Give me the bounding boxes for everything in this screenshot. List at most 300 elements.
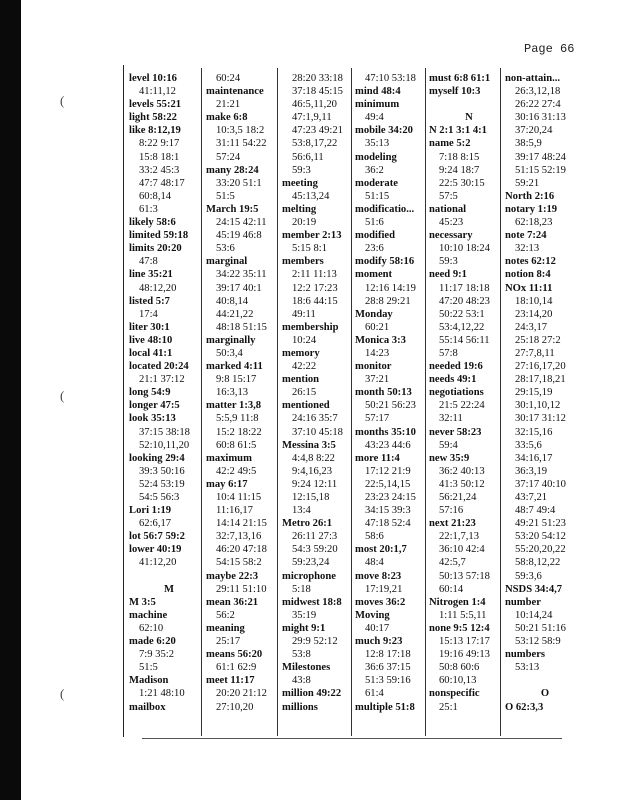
index-term: O 62:3,3 (505, 701, 544, 713)
page-reference: 5:5,9 11:8 (216, 413, 259, 425)
index-term: most 20:1,7 (355, 544, 407, 556)
page-reference: 15:13 17:17 (439, 636, 490, 648)
letter-heading: N (465, 112, 473, 124)
index-term: NSDS 34:4,7 (505, 583, 563, 595)
index-term: lower 40:19 (129, 544, 182, 556)
index-term: Lori 1:19 (129, 505, 172, 517)
page-reference: 35:13 (365, 138, 390, 150)
page-reference: 4:4,8 8:22 (292, 452, 335, 464)
page-reference: 37:17 40:10 (515, 478, 566, 490)
page-reference: 37:21 (365, 374, 390, 386)
index-term: liter 30:1 (129, 321, 170, 333)
page-reference: 32:15,16 (515, 426, 553, 438)
page-reference: 47:23 49:21 (292, 125, 343, 137)
page-reference: 60:10,13 (439, 675, 477, 687)
index-term: may 6:17 (206, 478, 248, 490)
page-reference: 50:21 56:23 (365, 400, 416, 412)
page-reference: 10:4 11:15 (216, 492, 262, 503)
page-reference: 25:1 (439, 701, 458, 713)
page-reference: 16:3,13 (216, 387, 249, 399)
page-reference: 50:21 51:16 (515, 622, 566, 634)
index-term: likely 58:6 (129, 217, 176, 229)
page-reference: 9:8 15:17 (216, 374, 257, 386)
page-reference: 53:4,12,22 (439, 321, 485, 333)
page-reference: 58:8,12,22 (515, 557, 561, 569)
page-number: Page 66 (524, 42, 575, 56)
index-term: located 20:24 (129, 361, 189, 373)
page-reference: 57:17 (365, 413, 390, 425)
page-reference: 15:8 18:1 (139, 151, 180, 163)
page-reference: 42:2 49:5 (216, 465, 257, 477)
page-reference: 42:5,7 (439, 557, 466, 569)
page-reference: 55:14 56:11 (439, 334, 490, 346)
page-reference: 51:3 59:16 (365, 675, 411, 687)
page-reference: 27:16,17,20 (515, 361, 566, 373)
page-reference: 9:24 12:11 (292, 478, 338, 490)
page-reference: 37:15 38:18 (139, 426, 190, 438)
index-term: long 54:9 (129, 387, 171, 399)
page-reference: 34:15 39:3 (365, 505, 411, 517)
index-term: must 6:8 61:1 (429, 73, 491, 84)
page-reference: 41:12,20 (139, 557, 177, 569)
page-reference: 21:5 22:24 (439, 400, 485, 412)
index-term: mentioned (282, 400, 330, 412)
page-reference: 42:22 (292, 361, 317, 373)
index-term: moderate (355, 177, 398, 189)
page-reference: 53:8 (292, 649, 311, 661)
page-reference: 26:11 27:3 (292, 531, 338, 543)
page-reference: 50:22 53:1 (439, 308, 485, 320)
page-reference: 12:2 17:23 (292, 282, 338, 294)
blank-line (505, 674, 585, 687)
index-term: midwest 18:8 (282, 596, 342, 608)
page-reference: 59:23,24 (292, 557, 330, 569)
index-term: Moving (355, 609, 390, 621)
index-term: means 56:20 (206, 649, 263, 661)
page-reference: 51:15 (365, 190, 390, 202)
index-term: NOx 11:11 (505, 282, 553, 294)
page-reference: 48:12,20 (139, 282, 177, 294)
page-reference: 22:5 30:15 (439, 177, 485, 189)
page-reference: 45:13,24 (292, 190, 330, 202)
index-term: level 10:16 (129, 73, 177, 84)
page-reference: 30:1,10,12 (515, 400, 561, 412)
index-term: necessary (429, 230, 473, 242)
page-reference: 36:2 40:13 (439, 465, 485, 477)
index-term: move 8:23 (355, 570, 402, 582)
page-reference: 12:8 17:18 (365, 649, 411, 661)
page-reference: 17:12 21:9 (365, 465, 411, 477)
index-term: Monday (355, 308, 393, 320)
page-reference: 12:16 14:19 (365, 282, 416, 294)
index-term: matter 1:3,8 (206, 400, 262, 412)
page-reference: 48:18 51:15 (216, 321, 267, 333)
page-reference: 7:9 35:2 (139, 649, 175, 661)
index-column-4 (355, 72, 435, 714)
page-reference: 39:3 50:16 (139, 465, 185, 477)
letter-heading: O (540, 688, 550, 700)
index-term: more 11:4 (355, 452, 400, 464)
page-reference: 47:20 48:23 (439, 295, 490, 307)
page-reference: 23:23 24:15 (365, 492, 416, 503)
page-reference: 37:10 45:18 (292, 426, 343, 438)
page-reference: 13:4 (292, 505, 311, 517)
index-term: limited 59:18 (129, 230, 189, 242)
page-reference: 51:6 (365, 217, 384, 229)
page-reference: 28:8 29:21 (365, 295, 411, 307)
page-reference: 24:3,17 (515, 321, 548, 333)
page-reference: 57:16 (439, 505, 464, 517)
index-term: none 9:5 12:4 (429, 622, 490, 634)
page-reference: 34:22 35:11 (216, 269, 267, 281)
page-reference: 41:11,12 (139, 86, 176, 98)
page-reference: 51:5 (216, 190, 235, 202)
page-reference: 61:4 (365, 688, 384, 700)
page-reference: 15:2 18:22 (216, 426, 262, 438)
page-reference: 17:4 (139, 308, 158, 320)
page-reference: 49:4 (365, 112, 384, 124)
index-term: levels 55:21 (129, 99, 182, 111)
page-reference: 47:18 52:4 (365, 518, 411, 530)
page-reference: 57:8 (439, 347, 458, 359)
page-reference: 28:17,18,21 (515, 374, 566, 386)
page-reference: 19:16 49:13 (439, 649, 490, 661)
index-term: modeling (355, 151, 397, 163)
index-term: much 9:23 (355, 636, 403, 648)
page-reference: 22:1,7,13 (439, 531, 480, 543)
page-reference: 54:3 59:20 (292, 544, 338, 556)
page-reference: 9:24 18:7 (439, 164, 480, 176)
index-term: maybe 22:3 (206, 570, 259, 582)
index-term: local 41:1 (129, 347, 173, 359)
page-reference: 47:7 48:17 (139, 177, 185, 189)
index-term: minimum (355, 99, 400, 111)
index-term: light 58:22 (129, 112, 177, 124)
page-reference: 7:18 8:15 (439, 151, 480, 163)
index-term: line 35:21 (129, 269, 173, 281)
page-reference: 11:16,17 (216, 505, 253, 517)
page-reference: 27:10,20 (216, 701, 254, 713)
page-reference: 14:23 (365, 347, 390, 359)
page-reference: 30:16 31:13 (515, 112, 566, 124)
page-reference: 32:11 (439, 413, 463, 425)
index-term: machine (129, 609, 168, 621)
page-reference: 48:4 (365, 557, 384, 569)
page-reference: 10:24 (292, 334, 317, 346)
index-term: like 8:12,19 (129, 125, 181, 137)
index-term: mobile 34:20 (355, 125, 413, 137)
index-term: Metro 26:1 (282, 518, 333, 530)
index-term: mind 48:4 (355, 86, 401, 98)
page-reference: 59:21 (515, 177, 540, 189)
index-term: next 21:23 (429, 518, 476, 530)
page-reference: 25:17 (216, 636, 241, 648)
index-term: name 5:2 (429, 138, 471, 150)
page-reference: 21:1 37:12 (139, 374, 185, 386)
page-reference: 48:7 49:4 (515, 505, 556, 517)
page-reference: 17:19,21 (365, 583, 403, 595)
index-term: mailbox (129, 701, 166, 713)
punch-hole-bottom: ( (60, 686, 65, 701)
index-term: microphone (282, 570, 336, 582)
index-term: longer 47:5 (129, 400, 180, 412)
index-term: never 58:23 (429, 426, 482, 438)
index-term: look 35:13 (129, 413, 176, 425)
index-term: marked 4:11 (206, 361, 263, 373)
page-reference: 53:13 (515, 662, 540, 674)
index-term: looking 29:4 (129, 452, 185, 464)
index-term: might 9:1 (282, 622, 326, 634)
page-reference: 49:11 (292, 308, 316, 320)
page-reference: 27:7,8,11 (515, 347, 555, 359)
page-reference: 9:4,16,23 (292, 465, 333, 477)
page-reference: 36:3,19 (515, 465, 548, 477)
page-reference: 36:6 37:15 (365, 662, 411, 674)
index-term: listed 5:7 (129, 295, 170, 307)
page-reference: 39:17 40:1 (216, 282, 262, 294)
page-reference: 58:6 (365, 531, 384, 543)
index-term: meeting (282, 177, 318, 189)
page-reference: 14:14 21:15 (216, 518, 267, 530)
index-term: M 3:5 (129, 596, 156, 608)
punch-hole-middle: ( (60, 388, 65, 403)
page-reference: 43:7,21 (515, 492, 548, 503)
page-reference: 22:5,14,15 (365, 478, 411, 490)
page-reference: 8:22 9:17 (139, 138, 180, 150)
page-reference: 62:10 (139, 622, 164, 634)
page-reference: 20:19 (292, 217, 317, 229)
index-term: Milestones (282, 662, 331, 674)
index-term: Madison (129, 675, 169, 687)
page-reference: 45:19 46:8 (216, 230, 262, 242)
page-reference: 53:20 54:12 (515, 531, 566, 543)
index-term: Nitrogen 1:4 (429, 596, 486, 608)
index-term: mean 36:21 (206, 596, 259, 608)
page-reference: 2:11 11:13 (292, 269, 337, 281)
page-reference: 10:3,5 18:2 (216, 125, 265, 137)
page-reference: 60:14 (439, 583, 464, 595)
page-reference: 50:3,4 (216, 347, 243, 359)
page-reference: 26:3,12,18 (515, 86, 561, 98)
page-reference: 53:12 58:9 (515, 636, 561, 648)
page-reference: 29:9 52:12 (292, 636, 338, 648)
index-term: maximum (206, 452, 252, 464)
index-term: modified (355, 230, 396, 242)
page-reference: 33:20 51:1 (216, 177, 262, 189)
page-reference: 46:20 47:18 (216, 544, 267, 556)
page-reference: 47:8 (139, 256, 158, 268)
index-term: membership (282, 321, 339, 333)
index-term: limits 20:20 (129, 243, 182, 255)
index-term: Messina 3:5 (282, 439, 336, 451)
index-term: maintenance (206, 86, 264, 98)
page-reference: 32:7,13,16 (216, 531, 262, 543)
index-term: members (282, 256, 324, 268)
page-reference: 59:4 (439, 439, 458, 451)
index-term: North 2:16 (505, 190, 555, 202)
page-reference: 50:8 60:6 (439, 662, 480, 674)
index-term: notes 62:12 (505, 256, 556, 268)
letter-heading: M (164, 583, 174, 595)
page-reference: 33:2 45:3 (139, 164, 180, 176)
page-reference: 1:11 5:5,11 (439, 609, 487, 621)
blank-line (429, 98, 509, 111)
page-reference: 61:1 62:9 (216, 662, 257, 674)
index-term: needs 49:1 (429, 374, 477, 386)
index-term: live 48:10 (129, 334, 173, 346)
index-term: national (429, 203, 467, 215)
index-term: myself 10:3 (429, 86, 481, 98)
index-term: nonspecific (429, 688, 480, 700)
page-reference: 53:6 (216, 243, 235, 255)
index-term: mention (282, 374, 320, 386)
page-reference: 51:15 52:19 (515, 164, 566, 176)
page-reference: 44:21,22 (216, 308, 254, 320)
index-term: make 6:8 (206, 112, 248, 124)
index-term: melting (282, 203, 317, 215)
page-reference: 10:14,24 (515, 609, 553, 621)
page-reference: 45:23 (439, 217, 464, 229)
index-column-1 (129, 72, 209, 714)
index-term: millions (282, 701, 318, 713)
page-reference: 57:24 (216, 151, 241, 163)
index-term: meet 11:17 (206, 675, 255, 687)
page-reference: 30:17 31:12 (515, 413, 566, 425)
page-reference: 57:5 (439, 190, 458, 202)
index-term: marginal (206, 256, 248, 268)
index-term: note 7:24 (505, 230, 547, 242)
index-term: N 2:1 3:1 4:1 (429, 125, 487, 137)
index-term: March 19:5 (206, 203, 259, 215)
index-term: monitor (355, 361, 392, 373)
page-reference: 53:8,17,22 (292, 138, 338, 150)
page-reference: 60:21 (365, 321, 390, 333)
index-column-2 (206, 72, 286, 714)
index-column-3 (282, 72, 362, 714)
page-reference: 18:6 44:15 (292, 295, 338, 307)
index-term: modificatio... (355, 203, 415, 215)
page-reference: 56:6,11 (292, 151, 324, 163)
page-reference: 52:4 53:19 (139, 478, 185, 490)
index-term: moment (355, 269, 393, 281)
index-term: member 2:13 (282, 230, 342, 242)
page-reference: 56:2 (216, 609, 235, 621)
index-term: non-attain... (505, 73, 561, 84)
index-term: notary 1:19 (505, 203, 558, 215)
index-term: month 50:13 (355, 387, 412, 399)
index-term: months 35:10 (355, 426, 416, 438)
page-reference: 35:19 (292, 609, 317, 621)
page-reference: 52:10,11,20 (139, 439, 190, 451)
page-reference: 61:3 (139, 203, 158, 215)
page-reference: 11:17 18:18 (439, 282, 490, 294)
page-reference: 51:5 (139, 662, 158, 674)
page-reference: 12:15,18 (292, 492, 330, 503)
page-reference: 37:20,24 (515, 125, 553, 137)
page-reference: 28:20 33:18 (292, 73, 343, 84)
page-reference: 25:18 27:2 (515, 334, 561, 346)
page-reference: 1:21 48:10 (139, 688, 185, 700)
index-term: marginally (206, 334, 256, 346)
page-reference: 37:18 45:15 (292, 86, 343, 98)
page-reference: 5:15 8:1 (292, 243, 328, 255)
bottom-rule (142, 738, 562, 739)
page-reference: 47:1,9,11 (292, 112, 332, 124)
index-term: modify 58:16 (355, 256, 415, 268)
index-term: negotiations (429, 387, 484, 399)
index-term: multiple 51:8 (355, 701, 415, 713)
page-reference: 39:17 48:24 (515, 151, 566, 163)
blank-line (129, 570, 209, 583)
index-column-5 (429, 72, 509, 714)
page-reference: 60:8 61:5 (216, 439, 257, 451)
page-reference: 41:3 50:12 (439, 478, 485, 490)
page-reference: 5:18 (292, 583, 311, 595)
page-reference: 40:8,14 (216, 295, 249, 307)
scan-left-edge (0, 0, 21, 800)
page-reference: 62:6,17 (139, 518, 172, 530)
page-reference: 32:13 (515, 243, 540, 255)
index-term: notion 8:4 (505, 269, 551, 281)
index-term: numbers (505, 649, 546, 661)
page-reference: 31:11 54:22 (216, 138, 267, 150)
page-reference: 59:3 (292, 164, 311, 176)
index-column-6 (505, 72, 585, 714)
page-reference: 34:16,17 (515, 452, 553, 464)
page-reference: 36:10 42:4 (439, 544, 485, 556)
page-reference: 43:23 44:6 (365, 439, 411, 451)
index-term: Monica 3:3 (355, 334, 406, 346)
index-term: made 6:20 (129, 636, 176, 648)
page-reference: 26:22 27:4 (515, 99, 561, 111)
page-reference: 36:2 (365, 164, 384, 176)
index-term: moves 36:2 (355, 596, 406, 608)
page-reference: 59:3,6 (515, 570, 542, 582)
page-reference: 49:21 51:23 (515, 518, 566, 530)
page-reference: 40:17 (365, 622, 390, 634)
index-term: needed 19:6 (429, 361, 483, 373)
index-term: meaning (206, 622, 245, 634)
page-reference: 38:5,9 (515, 138, 542, 150)
page-reference: 54:15 58:2 (216, 557, 262, 569)
page-reference: 43:8 (292, 675, 311, 687)
page-reference: 55:20,20,22 (515, 544, 566, 556)
page-reference: 24:15 42:11 (216, 217, 267, 229)
index-term: number (505, 596, 541, 608)
page-reference: 62:18,23 (515, 217, 553, 229)
index-term: many 28:24 (206, 164, 259, 176)
index-term: lot 56:7 59:2 (129, 531, 185, 543)
index-term: need 9:1 (429, 269, 467, 281)
page-reference: 33:5,6 (515, 439, 542, 451)
page-reference: 60:8,14 (139, 190, 172, 202)
index-term: million 49:22 (282, 688, 342, 700)
punch-hole-top: ( (60, 93, 65, 108)
page-reference: 24:16 35:7 (292, 413, 338, 425)
page-reference: 18:10,14 (515, 295, 553, 307)
page-reference: 56:21,24 (439, 492, 477, 503)
page-reference: 47:10 53:18 (365, 73, 416, 84)
page-reference: 60:24 (216, 73, 241, 84)
index-term: new 35:9 (429, 452, 470, 464)
page-reference: 59:3 (439, 256, 458, 268)
page-reference: 10:10 18:24 (439, 243, 490, 255)
page-reference: 46:5,11,20 (292, 99, 337, 111)
page-reference: 21:21 (216, 99, 241, 111)
page-reference: 23:6 (365, 243, 384, 255)
page-reference: 23:14,20 (515, 308, 553, 320)
page-reference: 20:20 21:12 (216, 688, 267, 700)
